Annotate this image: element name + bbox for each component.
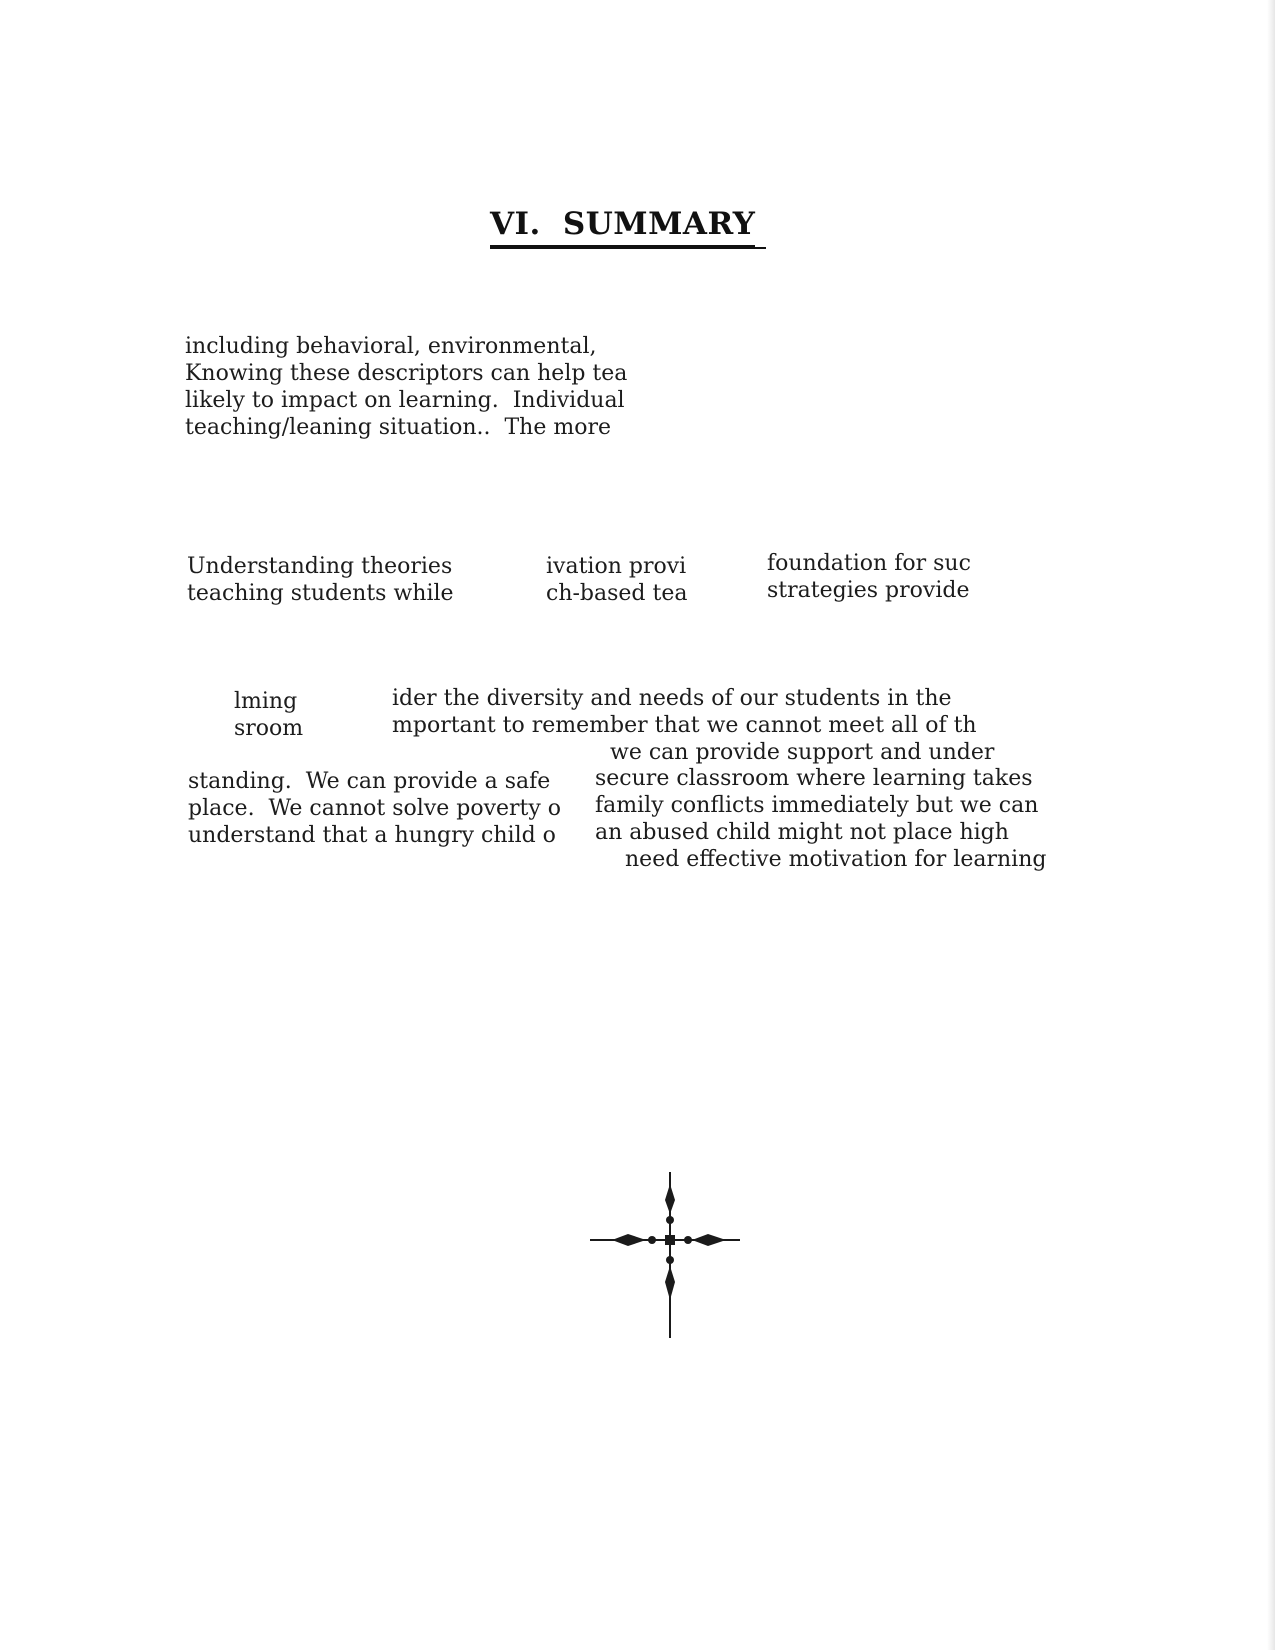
- paragraph-line: place. We cannot solve poverty o: [188, 796, 562, 821]
- paragraph-line: including behavioral, environmental,: [185, 334, 597, 359]
- heading-title: SUMMARY: [562, 206, 756, 242]
- paragraph-line: family conflicts immediately but we can: [595, 793, 1039, 818]
- paragraph-line: standing. We can provide a safe: [188, 769, 551, 794]
- paragraph-line: mportant to remember that we cannot meet all of th: [392, 713, 977, 738]
- paragraph-line: we can provide support and under: [610, 740, 995, 765]
- paragraph-fragment: ivation provi: [546, 554, 687, 579]
- paragraph-line: teaching/leaning situation.. The more: [185, 415, 612, 440]
- paragraph-fragment: strategies provide: [767, 578, 970, 603]
- cross-ornament-icon: [590, 1170, 750, 1340]
- paragraph-fragment: lming: [234, 689, 298, 714]
- heading-double-underline: [490, 247, 766, 249]
- paragraph-line: secure classroom where learning takes: [595, 766, 1033, 791]
- paragraph-line: an abused child might not place high: [595, 820, 1009, 845]
- paragraph-fragment: sroom: [234, 716, 304, 741]
- paragraph-fragment: ch-based tea: [546, 581, 688, 606]
- section-heading: [490, 206, 755, 247]
- paragraph-line: Knowing these descriptors can help tea: [185, 361, 628, 386]
- page-edge: [1267, 0, 1275, 1650]
- paragraph-line: ider the diversity and needs of our students in the: [392, 686, 952, 711]
- heading-numeral: VI.: [490, 206, 541, 242]
- paragraph-fragment: foundation for suc: [767, 551, 971, 576]
- paragraph-line: understand that a hungry child o: [188, 823, 556, 848]
- paragraph-line: likely to impact on learning. Individual: [185, 388, 625, 413]
- paragraph-line: need effective motivation for learning: [625, 847, 1047, 872]
- paragraph-fragment: Understanding theories: [187, 554, 453, 579]
- paragraph-fragment: teaching students while: [187, 581, 454, 606]
